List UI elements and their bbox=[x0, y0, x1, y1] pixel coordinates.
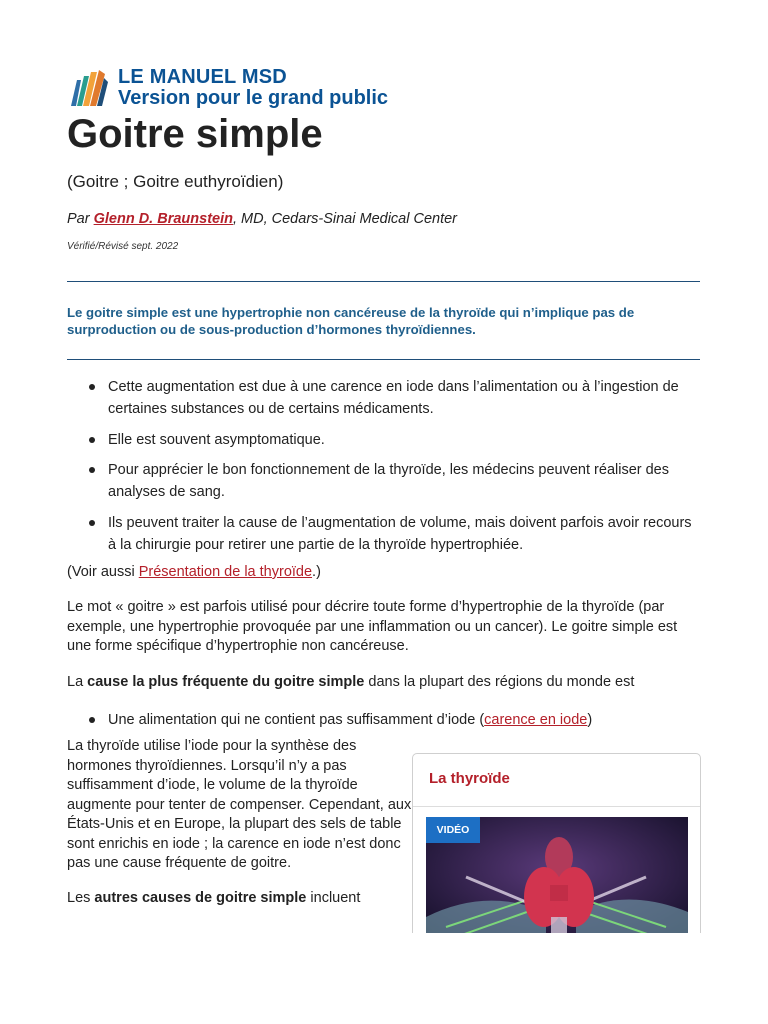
brand-name[interactable]: LE MANUEL MSD bbox=[118, 66, 287, 88]
other-causes-prefix: Les bbox=[67, 890, 95, 906]
cause-end: ) bbox=[587, 712, 593, 728]
author-link[interactable]: Glenn D. Braunstein bbox=[93, 211, 233, 227]
other-causes-suffix: incluent bbox=[306, 890, 361, 906]
byline-affiliation: , MD, Cedars-Sinai Medical Center bbox=[232, 211, 458, 227]
see-also-link[interactable]: Présentation de la thyroïde bbox=[138, 564, 313, 580]
page-subtitle: (Goitre ; Goitre euthyroïdien) bbox=[67, 172, 284, 191]
divider-top bbox=[67, 281, 700, 282]
list-item: Pour apprécier le bon fonctionnement de la thyroïde, les médecins peuvent réaliser des analyses de sang. bbox=[108, 459, 700, 503]
video-badge: VIDÉO bbox=[426, 817, 480, 843]
main-cause-prefix: La bbox=[67, 674, 88, 690]
page-title: Goitre simple bbox=[67, 112, 323, 156]
list-item: Ils peuvent traiter la cause de l’augmentation de volume, mais doivent parfois avoir recours à la chirurgie pour retirer une partie de la thyroïde hypertrophiée. bbox=[108, 512, 700, 556]
video-card[interactable] bbox=[412, 753, 701, 933]
see-also-suffix: .) bbox=[312, 564, 321, 580]
other-causes-bold: autres causes de goitre simple bbox=[94, 890, 307, 906]
video-thumbnail[interactable] bbox=[426, 817, 688, 933]
iodine-deficiency-link[interactable]: carence en iode bbox=[484, 712, 588, 728]
see-also-prefix: (Voir aussi bbox=[67, 564, 139, 580]
review-date: Vérifié/Révisé sept. 2022 bbox=[67, 241, 179, 252]
list-item: Elle est souvent asymptomatique. bbox=[108, 429, 700, 451]
paragraph-main-cause bbox=[67, 673, 700, 693]
video-card-title[interactable]: La thyroïde bbox=[429, 770, 510, 787]
main-cause-suffix: dans la plupart des régions du monde est bbox=[364, 674, 635, 690]
list-item: Cette augmentation est due à une carence en iode dans l’alimentation ou à l’ingestion de certaines substances ou de certains médicaments. bbox=[108, 376, 700, 420]
card-divider bbox=[413, 806, 700, 807]
article-summary: Le goitre simple est une hypertrophie non cancéreuse de la thyroïde qui n’implique pas de surproduction ou de sous-production d’hormones thyroïdiennes. bbox=[67, 305, 635, 337]
byline bbox=[67, 211, 457, 227]
cause-text: Une alimentation qui ne contient pas suffisamment d’iode ( bbox=[108, 712, 485, 728]
main-cause-bold: cause la plus fréquente du goitre simple bbox=[87, 674, 365, 690]
list-item bbox=[108, 709, 700, 731]
paragraph-other-causes bbox=[67, 889, 412, 909]
paragraph-iodine: La thyroïde utilise l’iode pour la synthèse des hormones thyroïdiennes. Lorsqu’il n’y a pas suffisamment d’iode, le volume de la thyroïde augmente pour tenter de compenser. Cependant, aux États-Unis et en Europe, la plupart des sels de table sont enrichis en iode ; la carence en iode n’est donc pas une cause fréquente de goitre. bbox=[67, 738, 412, 871]
msd-manual-logo-icon[interactable] bbox=[67, 66, 111, 110]
see-also bbox=[67, 563, 700, 583]
byline-prefix: Par bbox=[67, 211, 94, 227]
divider-bottom bbox=[67, 359, 700, 360]
paragraph-definition: Le mot « goitre » est parfois utilisé pour décrire toute forme d’hypertrophie de la thyroïde (par exemple, une hypertrophie provoquée par une inflammation ou un cancer). Le goitre simple est une forme spécifique d’hypertrophie non cancéreuse. bbox=[67, 599, 678, 654]
brand-edition[interactable]: Version pour le grand public bbox=[118, 87, 389, 109]
